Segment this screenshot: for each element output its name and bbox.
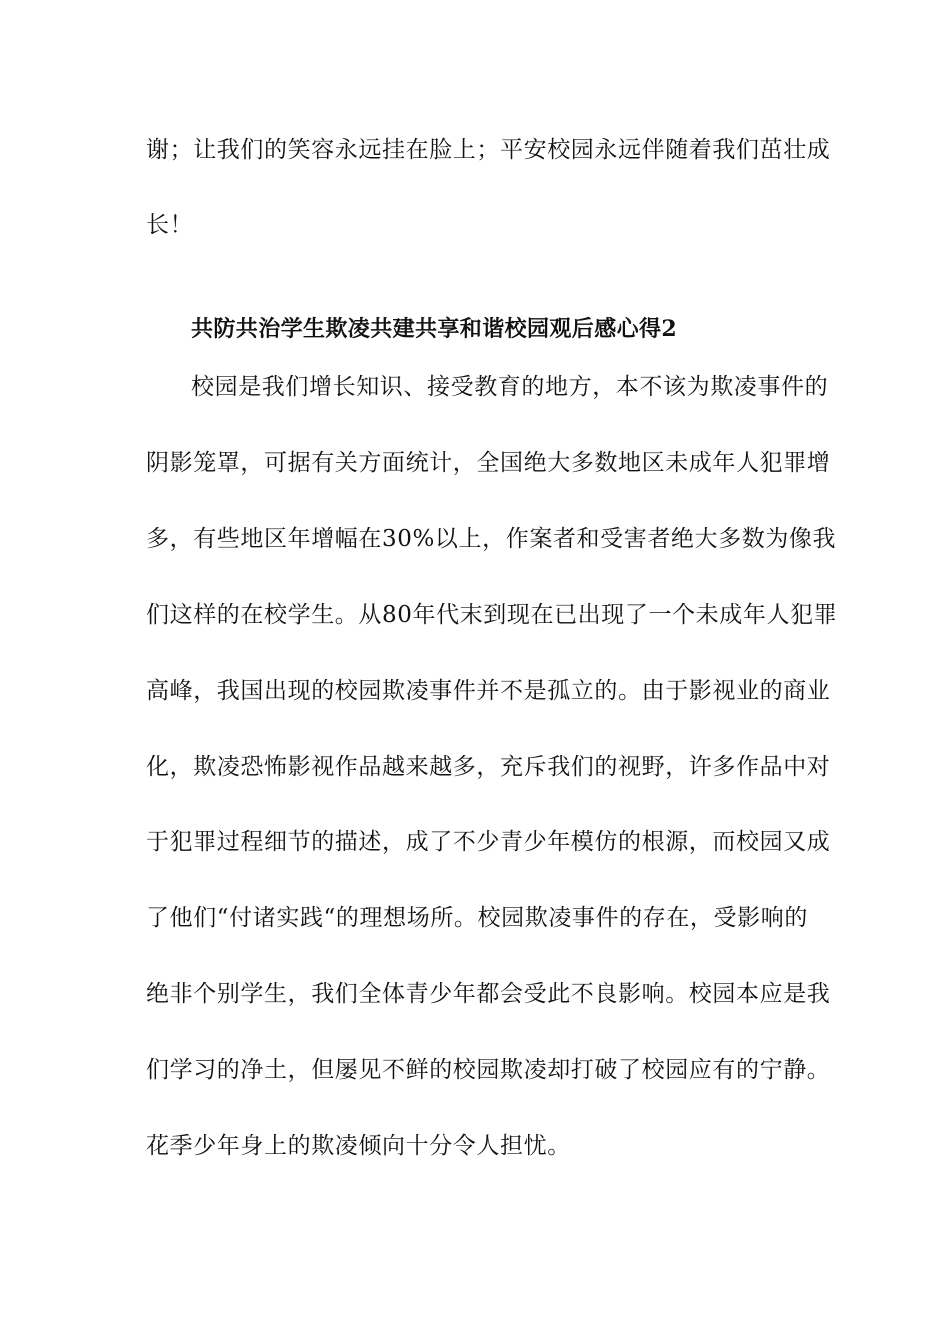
text-line: 校园是我们增长知识、接受教育的地方，本不该为欺凌事件的 [191, 374, 829, 400]
text-line: 了他们“付诸实践“的理想场所。校园欺凌事件的存在，受影响的 [146, 905, 808, 931]
section-heading: 共防共治学生欺凌共建共享和谐校园观后感心得2 [191, 316, 678, 342]
text-line: 于犯罪过程细节的描述，成了不少青少年模仿的根源，而校园又成 [146, 829, 831, 855]
text-line: 花季少年身上的欺凌倾向十分令人担忧。 [146, 1133, 571, 1159]
text-line: 们学习的净土，但屡见不鲜的校园欺凌却打破了校园应有的宁静。 [146, 1057, 831, 1083]
text-line: 长！ [146, 212, 194, 238]
text-line: 谢；让我们的笑容永远挂在脸上；平安校园永远伴随着我们茁壮成 [146, 137, 831, 163]
text-line: 多，有些地区年增幅在30%以上，作案者和受害者绝大多数为像我 [146, 526, 837, 552]
text-line: 化，欺凌恐怖影视作品越来越多，充斥我们的视野，许多作品中对 [146, 754, 831, 780]
text-line: 高峰，我国出现的校园欺凌事件并不是孤立的。由于影视业的商业 [146, 678, 831, 704]
text-line: 阴影笼罩，可据有关方面统计，全国绝大多数地区未成年人犯罪增 [146, 450, 831, 476]
text-line: 绝非个别学生，我们全体青少年都会受此不良影响。校园本应是我 [146, 981, 831, 1007]
text-line: 们这样的在校学生。从80年代末到现在已出现了一个未成年人犯罪 [146, 602, 838, 628]
